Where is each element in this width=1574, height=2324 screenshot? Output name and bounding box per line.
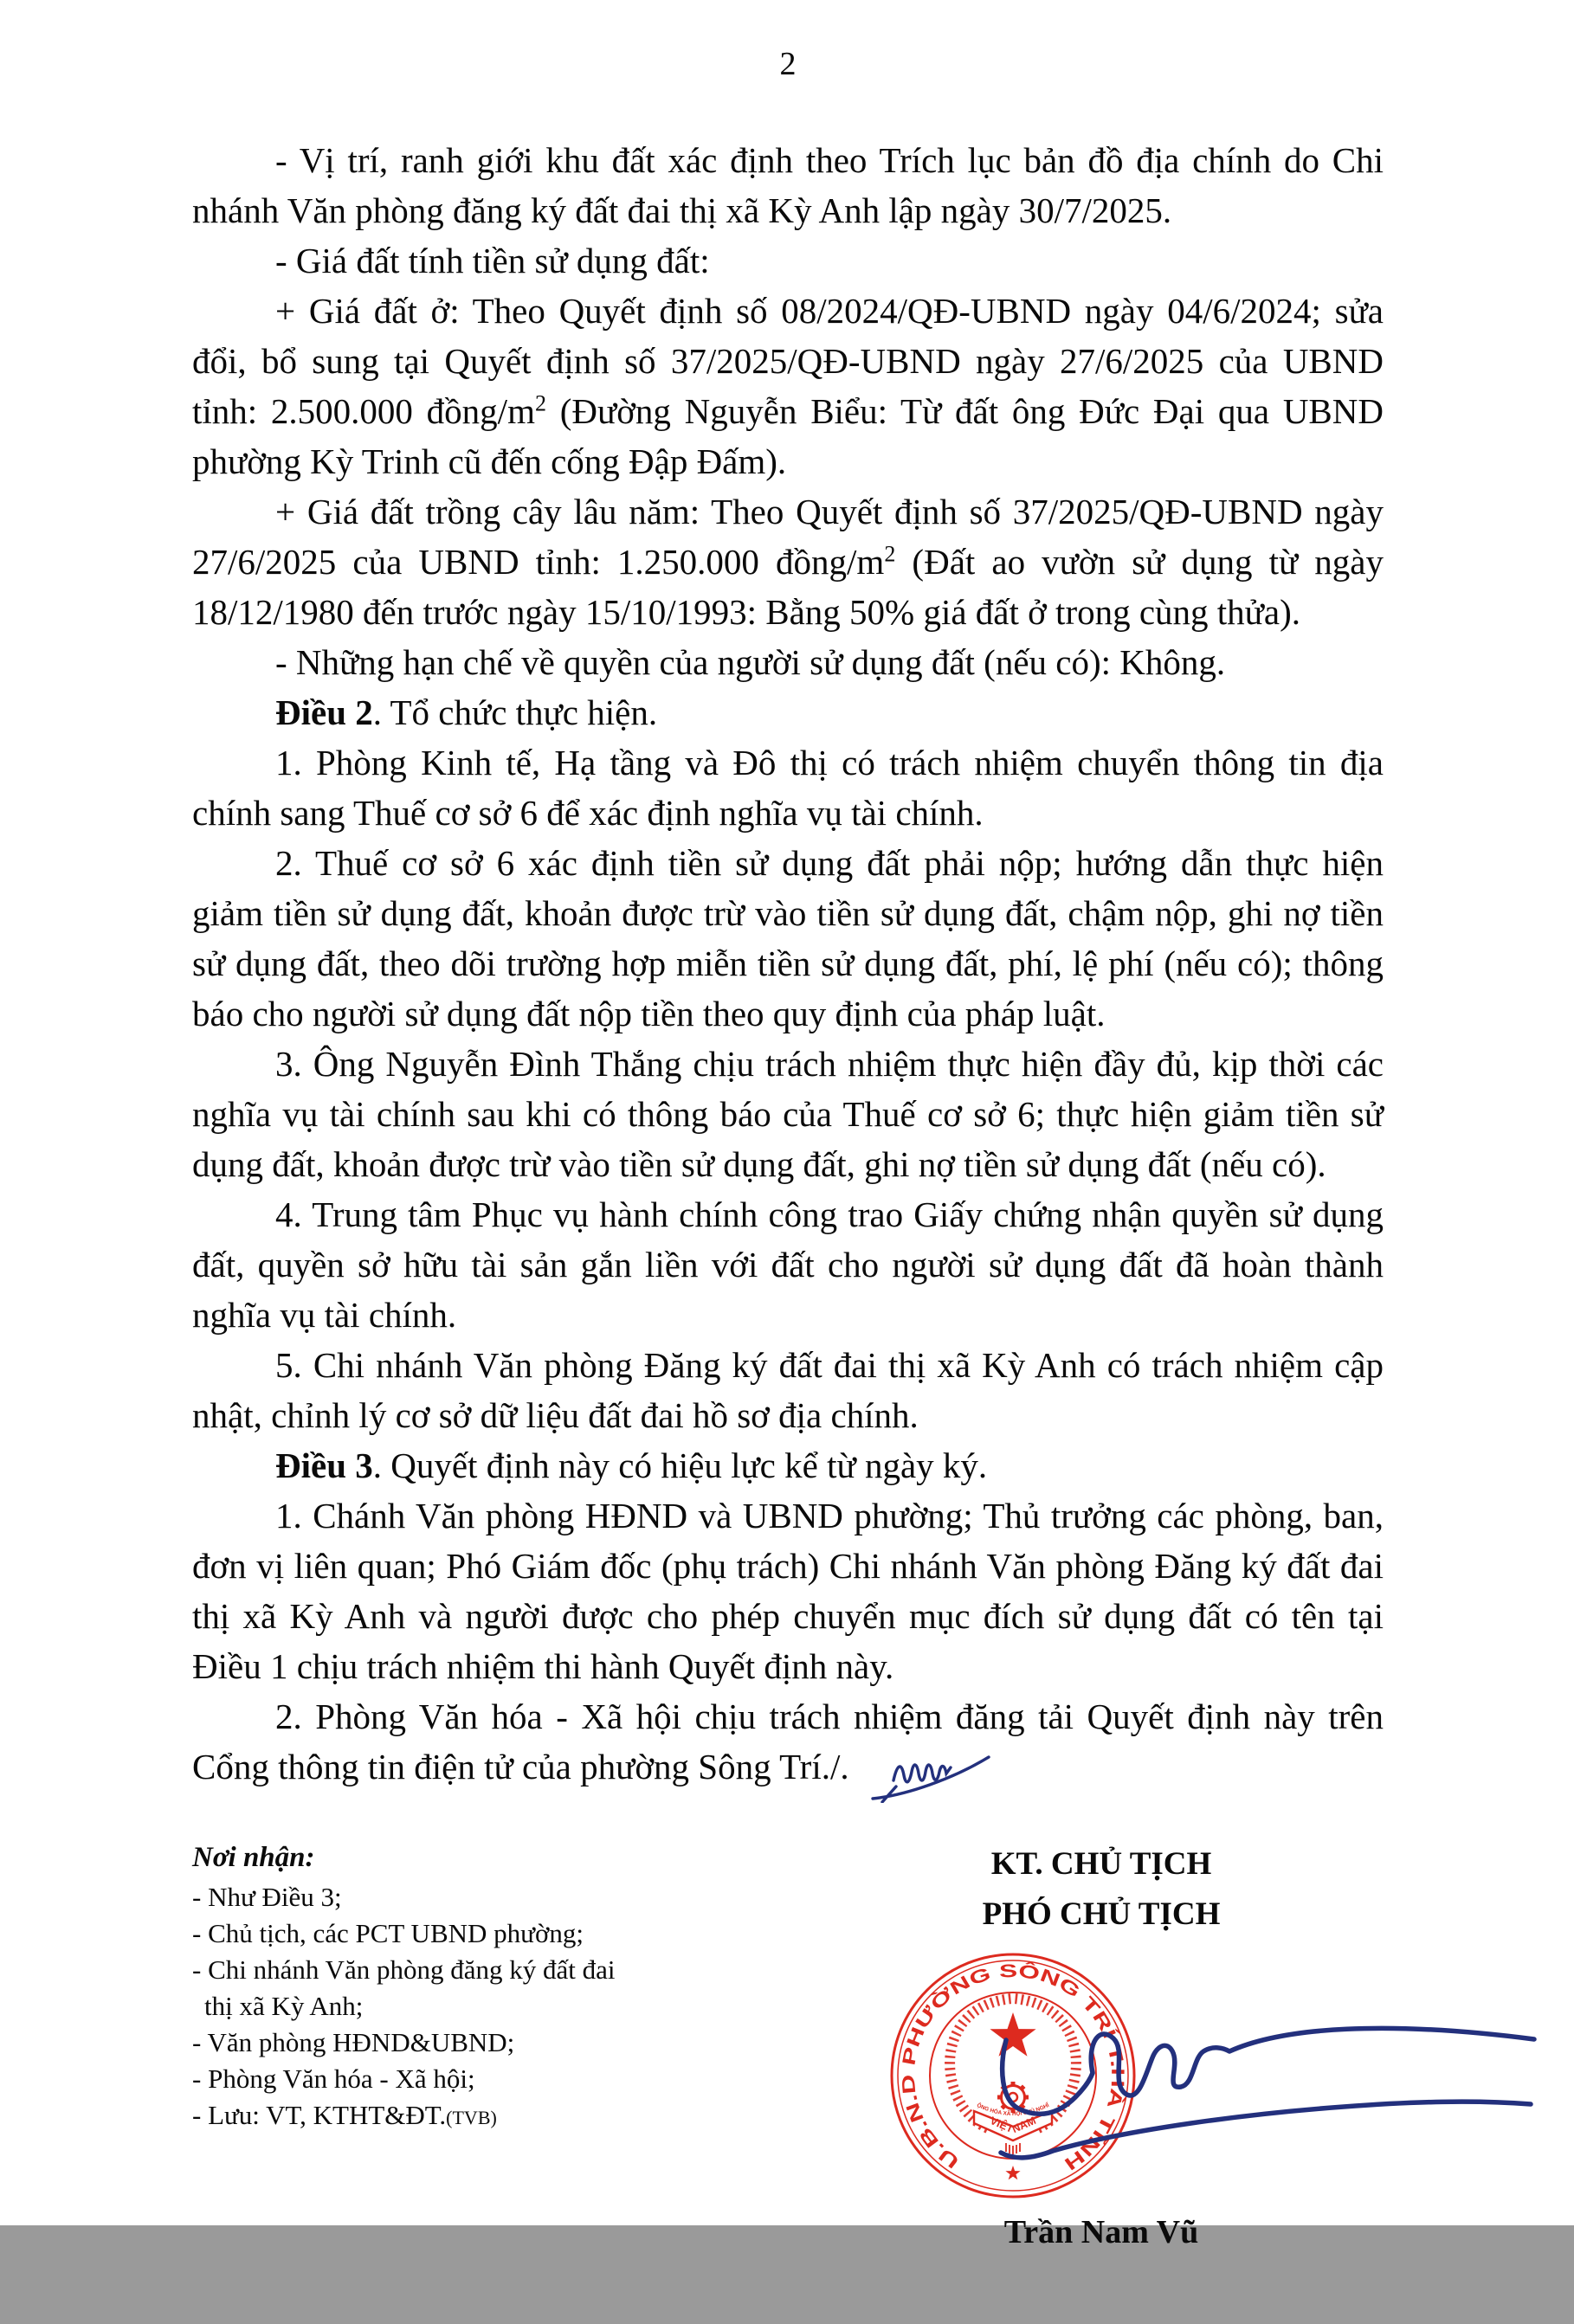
recipients-block (192, 1839, 615, 2136)
paragraph-10 (192, 1189, 1384, 1340)
text-run: - Vị trí, ranh giới khu đất xác định theo Trích lục bản đồ địa chính do Chi nhánh Văn phòng đăng ký đất đai thị xã Kỳ Anh lập ngày 30/7/2025. (192, 140, 1384, 230)
text-run: 2 (884, 541, 896, 567)
stamp-ring-text: U.B.N.D PHƯỜNG SÔNG TRÍ T.HÀ TĨNH (898, 1960, 1128, 2173)
text-run: (Đất ao vườn sử dụng từ ngày 18/12/1980 đến trước ngày 15/10/1993: Bằng 50% giá đất ở trong cùng thửa). (192, 542, 1384, 632)
recipient-item (192, 2025, 615, 2061)
paragraph-7 (192, 737, 1384, 838)
paragraph-2 (192, 235, 1384, 286)
stamp-banner-text: VIỆT NAM (988, 2114, 1038, 2137)
signer-title-vice-chairman: PHÓ CHỦ TỊCH (982, 1896, 1221, 1932)
paragraph-4 (192, 486, 1384, 637)
paragraph-6 (192, 687, 1384, 737)
recipients-list (192, 1879, 615, 2136)
recipients-header: Nơi nhận: (192, 1842, 315, 1873)
text-run: 2 (534, 390, 546, 416)
paragraph-3 (192, 286, 1384, 486)
recipient-text: - Phòng Văn hóa - Xã hội; (192, 2063, 475, 2094)
recipient-text: - Chi nhánh Văn phòng đăng ký đất đai (192, 1954, 616, 1985)
signing-block (816, 1839, 1387, 2251)
stamp-banner-hatch-icon (1006, 2143, 1020, 2154)
paragraph-5 (192, 637, 1384, 687)
recipient-item (192, 1952, 615, 2025)
paragraph-12 (192, 1440, 1384, 1490)
paragraph-1 (192, 135, 1384, 235)
recipient-item (192, 1915, 615, 1952)
stamp-star-icon (990, 2012, 1035, 2057)
text-run: 1. Phòng Kinh tế, Hạ tầng và Đô thị có trách nhiệm chuyển thông tin địa chính sang Thuế cơ sở 6 để xác định nghĩa vụ tài chính. (192, 743, 1384, 833)
article-label: Điều 2 (275, 692, 373, 732)
official-stamp-icon (885, 1946, 1139, 2201)
stamp-gear-icon (997, 2081, 1029, 2114)
signer-name: Trần Nam Vũ (1003, 2214, 1199, 2250)
text-run: . Tổ chức thực hiện. (372, 692, 658, 732)
paragraph-8 (192, 838, 1384, 1039)
inline-signature-mark (870, 1749, 991, 1803)
recipient-item (192, 1879, 615, 1915)
text-run: + Giá đất trồng cây lâu năm: Theo Quyết định số 37/2025/QĐ-UBND ngày 27/6/2025 của UBND tỉnh: 1.250.000 đồng/m (192, 492, 1384, 582)
recipient-text: - Chủ tịch, các PCT UBND phường; (192, 1918, 584, 1948)
signer-title-acting: KT. CHỦ TỊCH (990, 1846, 1212, 1882)
page-number: 2 (779, 46, 797, 82)
paragraph-14 (192, 1691, 1384, 1803)
stamp-area (885, 1946, 1139, 2201)
recipient-suffix: (TVB) (446, 2107, 497, 2128)
text-run: - Những hạn chế về quyền của người sử dụng đất (nếu có): Không. (275, 642, 1226, 682)
recipient-text: - Như Điều 3; (192, 1882, 342, 1912)
recipient-text: - Lưu: VT, KTHT&ĐT. (192, 2100, 447, 2130)
text-run: 1. Chánh Văn phòng HĐND và UBND phường; Thủ trưởng các phòng, ban, đơn vị liên quan; Phó Giám đốc (phụ trách) Chi nhánh Văn phòng Đăng ký đất đai thị xã Kỳ Anh và người được cho phép chuyển mục đích sử dụng đất có tên tại Điều 1 chịu trách nhiệm thi hành Quyết định này. (192, 1496, 1384, 1686)
stamp-bottom-star-icon (1005, 2166, 1020, 2179)
text-run: + Giá đất ở: Theo Quyết định số 08/2024/QĐ-UBND ngày 04/6/2024; sửa đổi, bổ sung tại Quyết định số 37/2025/QĐ-UBND ngày 27/6/2025 của UBND tỉnh: 2.500.000 đồng/m (192, 291, 1384, 431)
recipient-text-continuation: thị xã Kỳ Anh; (204, 1991, 364, 2021)
text-run: - Giá đất tính tiền sử dụng đất: (275, 241, 710, 280)
stamp-micro-text: CỘNG HÒA XÃ HỘI CHỦ NGHĨA (885, 1946, 1051, 2118)
signature-footer (192, 1839, 1384, 2324)
paragraph-13 (192, 1490, 1384, 1691)
article-label: Điều 3 (275, 1445, 373, 1485)
document-body (192, 135, 1384, 1803)
paragraph-9 (192, 1039, 1384, 1189)
text-run: 5. Chi nhánh Văn phòng Đăng ký đất đai thị xã Kỳ Anh có trách nhiệm cập nhật, chỉnh lý cơ sở dữ liệu đất đai hồ sơ địa chính. (192, 1345, 1384, 1435)
text-run: (Đường Nguyễn Biểu: Từ đất ông Đức Đại qua UBND phường Kỳ Trinh cũ đến cống Đập Đấm). (192, 391, 1384, 481)
text-run: 3. Ông Nguyễn Đình Thắng chịu trách nhiệm thực hiện đầy đủ, kịp thời các nghĩa vụ tài chính sau khi có thông báo của Thuế cơ sở 6; thực hiện giảm tiền sử dụng đất, khoản được trừ vào tiền sử dụng đất, ghi nợ tiền sử dụng đất (nếu có). (192, 1044, 1384, 1184)
text-run: 2. Phòng Văn hóa - Xã hội chịu trách nhiệm đăng tải Quyết định này trên Cổng thông tin điện tử của phường Sông Trí./. (192, 1696, 1384, 1786)
recipient-item (192, 2097, 615, 2136)
text-run: . Quyết định này có hiệu lực kể từ ngày ký. (372, 1445, 988, 1485)
text-run: 4. Trung tâm Phục vụ hành chính công trao Giấy chứng nhận quyền sử dụng đất, quyền sở hữu tài sản gắn liền với đất cho người sử dụng đất đã hoàn thành nghĩa vụ tài chính. (192, 1194, 1384, 1335)
text-run: 2. Thuế cơ sở 6 xác định tiền sử dụng đất phải nộp; hướng dẫn thực hiện giảm tiền sử dụng đất, khoản được trừ vào tiền sử dụng đất, chậm nộp, ghi nợ tiền sử dụng đất, theo dõi trường hợp miễn tiền sử dụng đất, phí, lệ phí (nếu có); thông báo cho người sử dụng đất nộp tiền theo quy định của pháp luật. (192, 843, 1384, 1033)
recipient-item (192, 2061, 615, 2097)
recipient-text: - Văn phòng HĐND&UBND; (192, 2027, 515, 2057)
paragraph-11 (192, 1340, 1384, 1440)
